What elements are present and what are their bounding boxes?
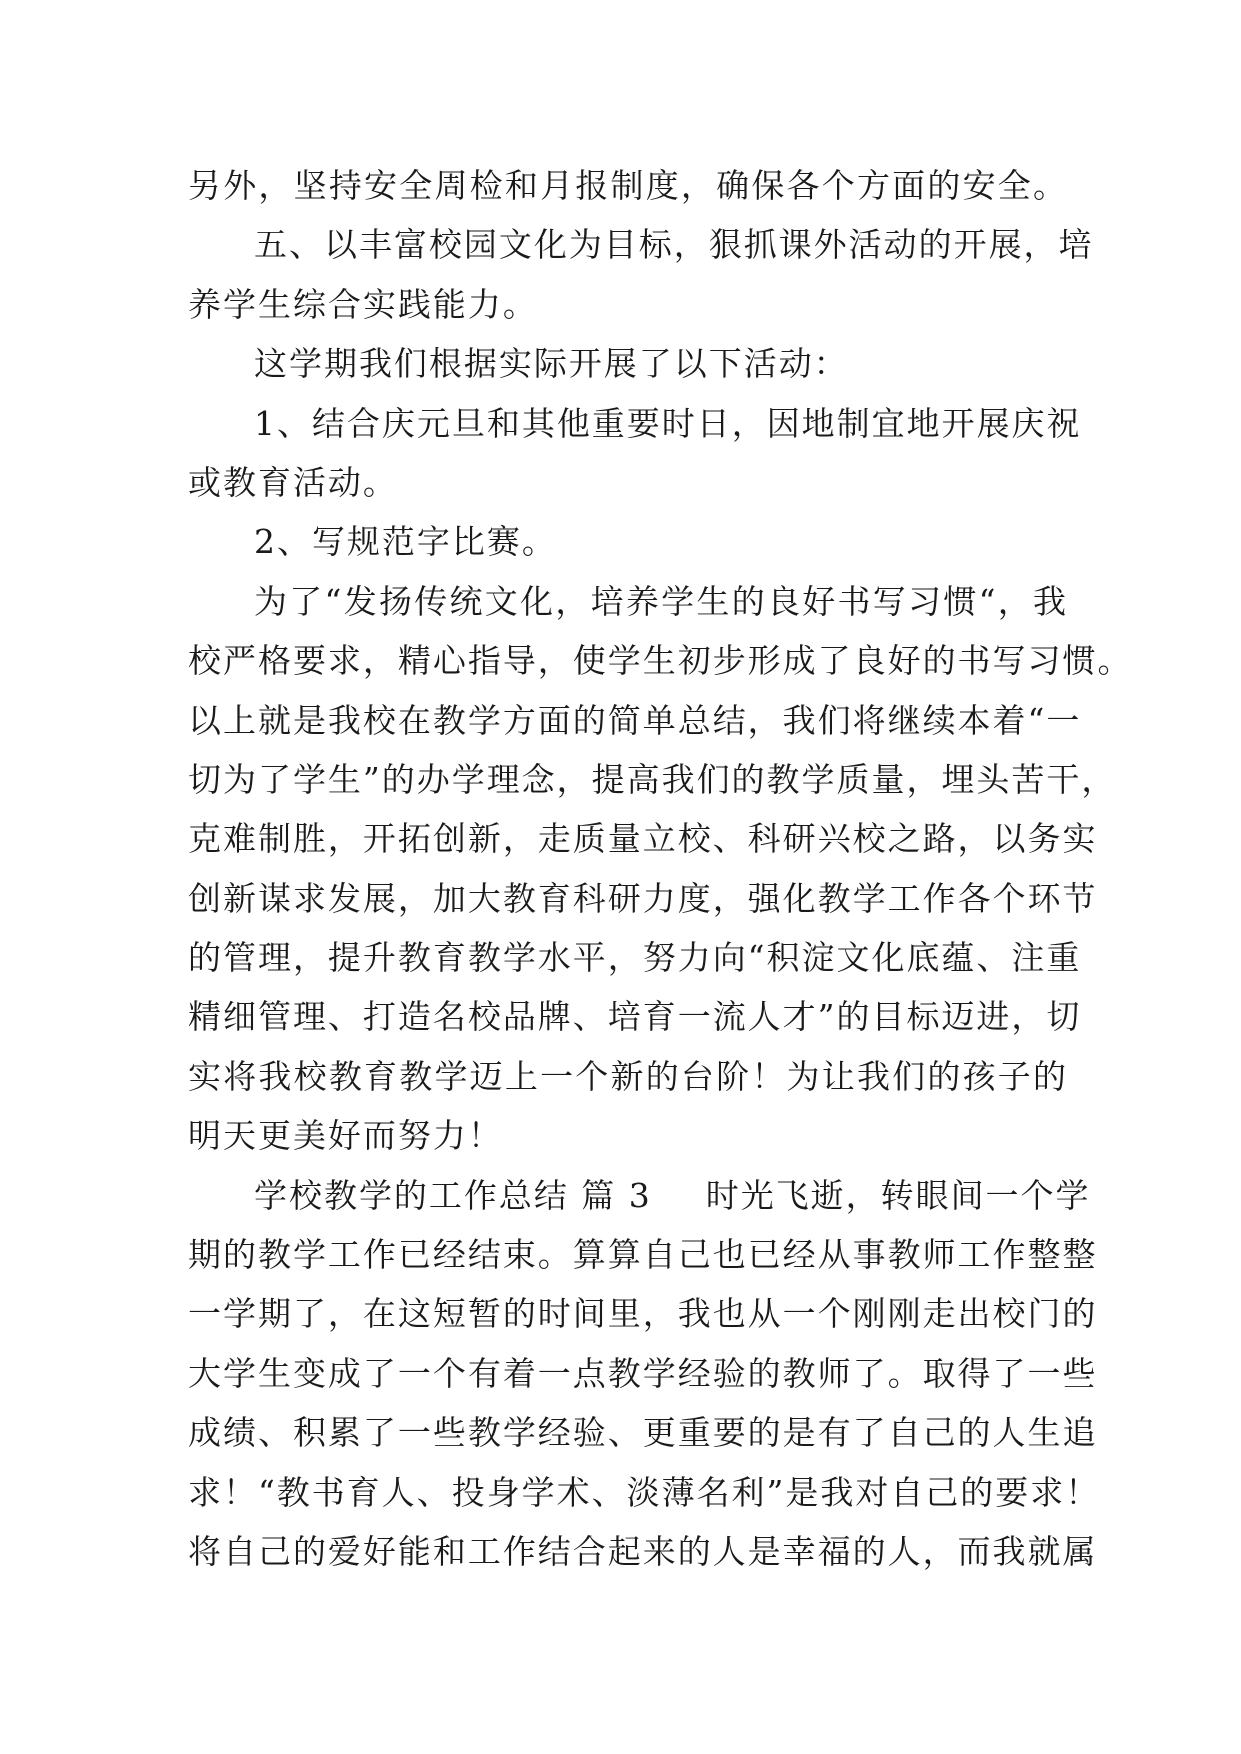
text-line: 1、结合庆元旦和其他重要时日，因地制宜地开展庆祝 [254, 403, 1082, 443]
text-line: 另外，坚持安全周检和月报制度，确保各个方面的安全。 [188, 166, 1068, 205]
text-line: 一学期了，在这短暂的时间里，我也从一个刚刚走出校门的 [188, 1294, 1098, 1334]
text-line: 校严格要求，精心指导，使学生初步形成了良好的书写习惯。 [188, 641, 1133, 681]
text-line: 切为了学生”的办学理念，提高我们的教学质量，埋头苦干， [188, 759, 1117, 799]
text-line: 这学期我们根据实际开展了以下活动： [254, 344, 849, 384]
text-line: 明天更美好而努力！ [188, 1116, 503, 1156]
text-line: 为了“发扬传统文化，培养学生的良好书写习惯“，我 [254, 581, 1068, 621]
text-line: 时光飞逝，转眼间一个学 [705, 1175, 1091, 1215]
text-line: 克难制胜，开拓创新，走质量立校、科研兴校之路，以务实 [188, 819, 1098, 859]
text-line: 求！“教书育人、投身学术、淡薄名利”是我对自己的要求！ [188, 1472, 1101, 1512]
text-line: 的管理，提升教育教学水平，努力向“积淀文化底蕴、注重 [188, 938, 1082, 978]
text-line: 创新谋求发展，加大教育科研力度，强化教学工作各个环节 [188, 878, 1098, 918]
text-line: 期的教学工作已经结束。算算自己也已经从事教师工作整整 [188, 1235, 1098, 1275]
text-line: 2、写规范字比赛。 [254, 522, 557, 562]
text-line: 成绩、积累了一些教学经验、更重要的是有了自己的人生追 [188, 1413, 1098, 1453]
text-line: 或教育活动。 [188, 462, 398, 502]
text-line: 养学生综合实践能力。 [188, 284, 538, 324]
section-heading: 学校教学的工作总结 篇 3 [254, 1175, 652, 1215]
text-line: 五、以丰富校园文化为目标，狠抓课外活动的开展，培 [254, 225, 1094, 265]
section-heading-line [188, 1166, 1091, 1225]
text-line: 将自己的爱好能和工作结合起来的人是幸福的人，而我就属 [188, 1531, 1098, 1571]
text-line: 精细管理、打造名校品牌、培育一流人才”的目标迈进，切 [188, 997, 1082, 1037]
text-line: 以上就是我校在教学方面的简单总结，我们将继续本着“一 [188, 700, 1082, 740]
document-body [188, 156, 1133, 1581]
text-line: 大学生变成了一个有着一点教学经验的教师了。取得了一些 [188, 1353, 1098, 1393]
text-line: 实将我校教育教学迈上一个新的台阶！为让我们的孩子的 [188, 1056, 1068, 1096]
